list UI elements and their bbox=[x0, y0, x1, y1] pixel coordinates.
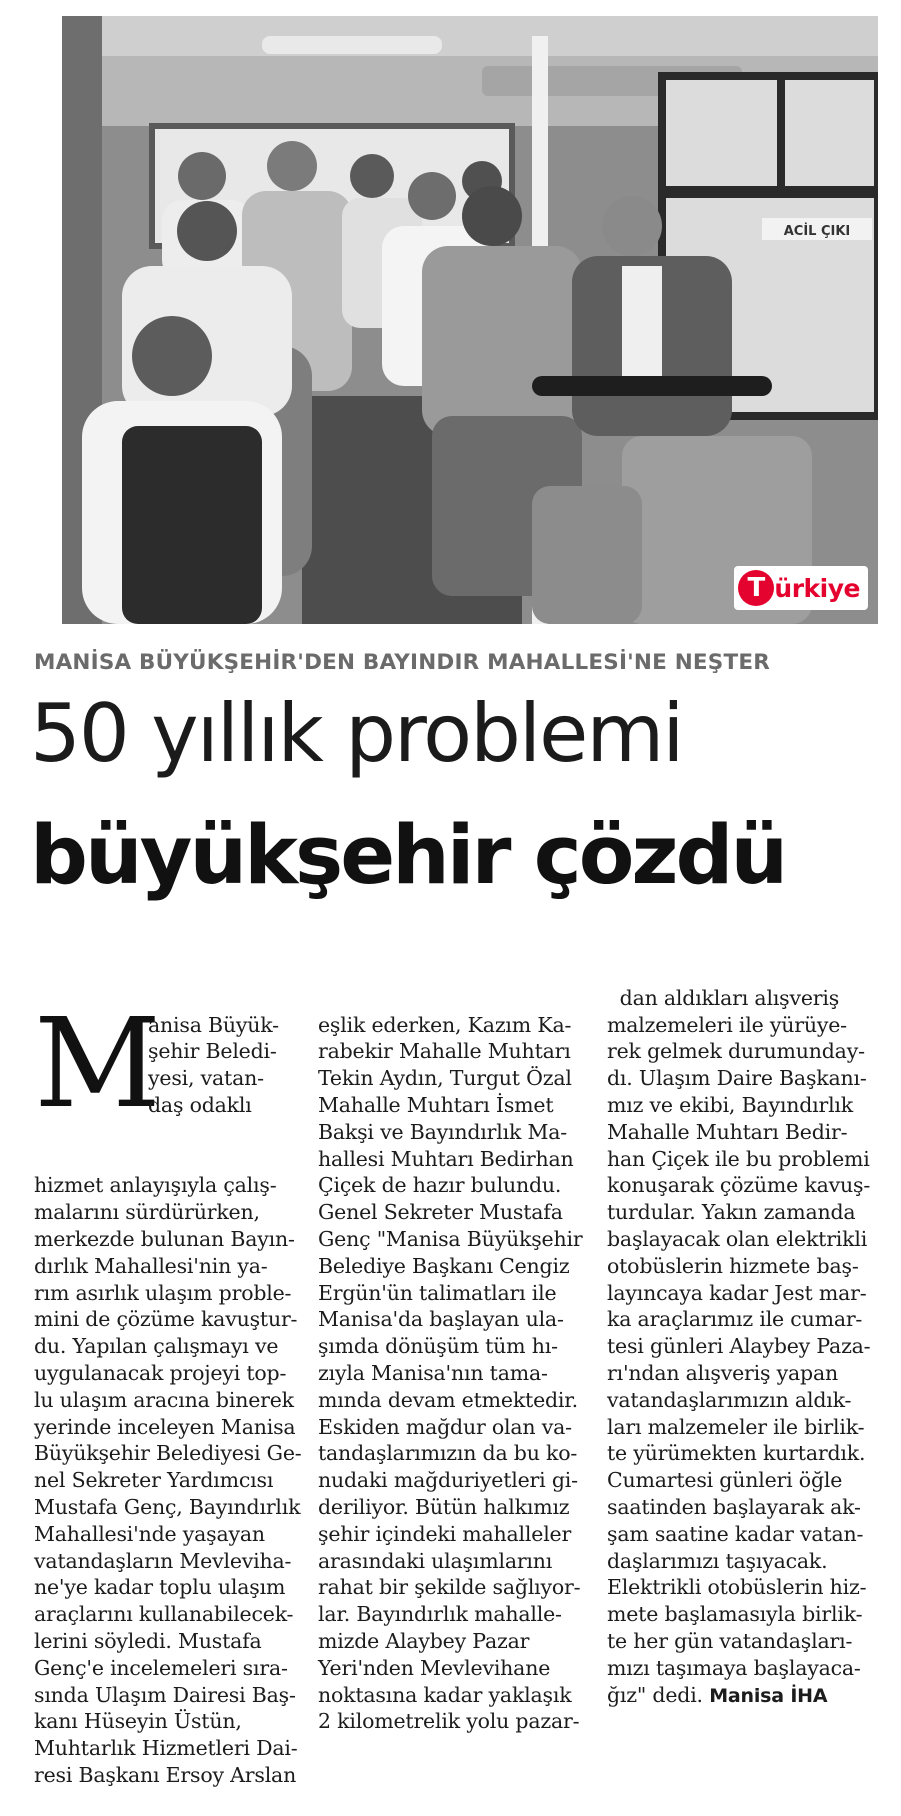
emergency-exit-sign: ACİL ÇIKI bbox=[783, 224, 851, 239]
logo-t-circle: T bbox=[738, 570, 774, 606]
column-3-text: dan aldıkları alışveriş malzemeleri ile yürüye- rek gelmek durumunday- dı. Ulaşım Daire Başkanı- mız ve ekibi, Bayındırlık Mahalle Muhtarı Bedir- han Çiçek ile bu problemi konuşarak çözüme kavuş- turdular. Yakın zamanda başlayacak olan elektrikli otobüslerin hizmete baş- layıncaya kadar Jest mar- ka araçlarımız ile cumar- tesi günleri Alaybey Paza- rı'ndan alışveriş yapan vatandaşlarımızın aldık- ları malzemeler ile birlik- te yürümekten kurtardık. Cumartesi günleri öğle saatinden başlayarak ak- şam saatine kadar vatan- daşlarımızı taşıyacak. Elektrikli otobüslerin hiz- mete başlamasıyla birlik- te her gün vatandaşları- mızı taşımaya başlayaca- ğız" dedi. bbox=[607, 985, 871, 1707]
article-column-1 bbox=[34, 958, 302, 1816]
dropcap-adjacent-text: anisa Büyük- şehir Beledi- yesi, vatan- daş odaklı bbox=[148, 1012, 279, 1117]
logo-wordmark: ürkiye bbox=[774, 573, 860, 603]
news-photo bbox=[62, 16, 878, 624]
column-1-text: hizmet anlayışıyla çalış- malarını sürdürürken, merkezde bulunan Bayın- dırlık Mahallesi'nin ya- rım asırlık ulaşım proble- mini de çözüme kavuştur- du. Yapılan çalışmayı ve uygulanacak projeyi top- lu ulaşım aracına binerek yerinde inceleyen Manisa Büyükşehir Belediyesi Ge- nel Sekreter Yardımcısı Mustafa Genç, Bayındırlık Mahallesi'nde yaşayan vatandaşların Mevleviha- ne'ye kadar toplu ulaşım araçlarını kullanabilecek- lerini söyledi. Mustafa Genç'e incelemeleri sıra- sında Ulaşım Dairesi Baş- kanı Hüseyin Üstün, Muhtarlık Hizmetleri Dai- resi Başkanı Ersoy Arslan bbox=[34, 1173, 302, 1787]
bus-interior-photo bbox=[62, 16, 878, 624]
article-column-2 bbox=[318, 958, 583, 1762]
headline-line-2: büyükşehir çözdü bbox=[30, 809, 786, 903]
dropcap-block bbox=[34, 991, 296, 1136]
column-2-text: eşlik ederken, Kazım Ka- rabekir Mahalle Muhtarı Tekin Aydın, Turgut Özal Mahalle Muhtarı İsmet Bakşi ve Bayındırlık Ma- hallesi Muhtarı Bedirhan Çiçek de hazır bulundu. Genel Sekreter Mustafa Genç "Manisa Büyükşehir Belediye Başkanı Cengiz Ergün'ün talimatları ile Manisa'da başlayan ula- şımda dönüşüm tüm hı- zıyla Manisa'nın tama- mında devam etmektedir. Eskiden mağdur olan va- tandaşlarımızın da bu ko- nudaki mağduriyetleri gi- deriliyor. Bütün halkımız şehir içindeki mahalleler arasındaki ulaşımlarını rahat bir şekilde sağlıyor- lar. Bayındırlık mahalle- mizde Alaybey Pazar Yeri'nden Mevlevihane noktasına kadar yaklaşık 2 kilometrelik yolu pazar- bbox=[318, 1012, 583, 1734]
dropcap-letter: M bbox=[34, 991, 161, 1136]
article-column-3 bbox=[607, 958, 869, 1709]
kicker-subheading: MANİSA BÜYÜKŞEHİR'DEN BAYINDIR MAHALLESİ'NE NEŞTER bbox=[34, 650, 770, 675]
headline-line-1: 50 yıllık problemi bbox=[30, 687, 683, 780]
byline: Manisa İHA bbox=[709, 1684, 828, 1707]
turkiye-logo bbox=[734, 566, 868, 610]
